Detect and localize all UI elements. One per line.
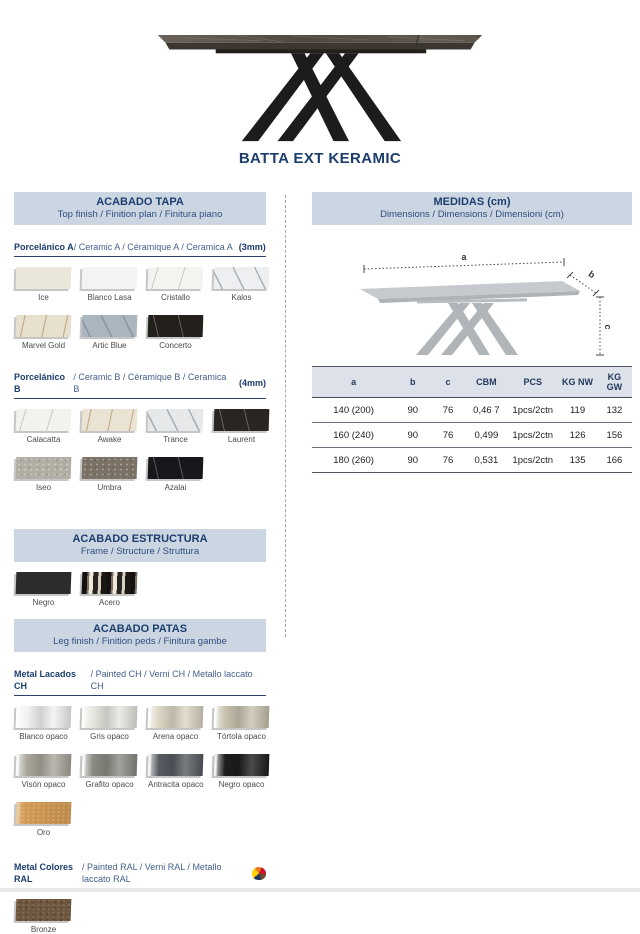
swatch-tile — [82, 572, 138, 594]
group-heading-metal-ch — [14, 668, 266, 696]
dimensions-column-header: KG GW — [606, 372, 623, 392]
dimension-cell: 0,499 — [474, 429, 499, 441]
swatch-calacatta — [16, 409, 71, 444]
section-subtitle: Top finish / Finition plan / Finitura piano — [57, 209, 223, 220]
dimension-cell: 135 — [569, 454, 586, 466]
group-heading-ceramic-a — [14, 241, 266, 257]
group-heading-ceramic-b — [14, 371, 266, 399]
swatch-label: Azalai — [164, 483, 187, 492]
swatch-tile — [148, 457, 204, 479]
swatch-tile — [16, 457, 72, 479]
swatch-label: Acero — [99, 598, 120, 607]
group-name-translations: / Painted CH / Verni CH / Metallo laccato CH — [90, 669, 253, 691]
swatch-tortola-opaco — [214, 706, 269, 741]
page-title: BATTA EXT KERAMIC — [238, 150, 402, 167]
swatch-trance — [148, 409, 203, 444]
swatch-label: Artic Blue — [92, 341, 127, 350]
dimension-cell: 0,46 7 — [473, 404, 500, 416]
swatch-tile — [148, 706, 204, 728]
dimension-cell: 119 — [569, 404, 586, 416]
swatch-tile — [214, 267, 270, 289]
swatch-blanco-lasa — [82, 267, 137, 302]
swatch-blanco-opaco — [16, 706, 71, 741]
dimension-cell: 156 — [606, 429, 623, 441]
dim-label-a: a — [461, 252, 467, 262]
dimension-cell: 90 — [407, 454, 419, 466]
swatch-antracita-opaco — [148, 754, 203, 789]
group-name: Porcelánico B — [14, 372, 66, 394]
swatch-tile — [82, 457, 138, 479]
swatch-ice — [16, 267, 71, 302]
dimension-cell: 166 — [606, 454, 623, 466]
swatch-tile — [16, 899, 72, 921]
dim-label-c: c — [603, 324, 613, 330]
swatch-label: Awake — [97, 435, 122, 444]
group-name-translations: / Painted RAL / Verni RAL / Metallo laccato RAL — [82, 862, 222, 884]
dimensions-column-header: CBM — [476, 377, 497, 387]
swatch-grid-metal-ch — [16, 706, 266, 837]
dimensions-column-header: KG NW — [562, 377, 594, 387]
swatch-grafito-opaco — [82, 754, 137, 789]
dimension-cell: 126 — [569, 429, 586, 441]
swatch-label: Blanco Lasa — [87, 293, 132, 302]
swatch-label: Ice — [38, 293, 49, 302]
dimensions-table — [312, 366, 632, 473]
section-header-dimensions — [312, 192, 632, 225]
page-bottom-edge — [0, 888, 640, 892]
product-photo — [143, 6, 497, 146]
swatch-bronze — [16, 899, 71, 934]
dimension-cell: 180 (260) — [333, 454, 374, 466]
group-name-translations: / Ceramic B / Céramique B / Ceramica B — [73, 372, 227, 394]
dimension-cell: 76 — [442, 454, 454, 466]
swatch-tile — [16, 409, 72, 431]
swatch-label: Tórtola opaco — [217, 732, 266, 741]
swatch-label: Concerto — [159, 341, 192, 350]
swatch-label: Umbra — [97, 483, 122, 492]
group-name: Porcelánico A — [14, 242, 74, 252]
swatch-grid-frame — [16, 572, 266, 607]
swatch-label: Kalos — [231, 293, 252, 302]
swatch-concerto — [148, 315, 203, 350]
swatch-azalai — [148, 457, 203, 492]
swatch-tile — [82, 706, 138, 728]
group-name-translations: / Ceramic A / Céramique A / Ceramica A — [73, 242, 233, 252]
section-title: ACABADO ESTRUCTURA — [72, 533, 208, 545]
swatch-label: Negro opaco — [218, 780, 265, 789]
swatch-tile — [16, 754, 72, 776]
dimension-cell: 90 — [407, 404, 419, 416]
ral-color-fan-icon — [252, 867, 266, 880]
section-header-top-finish — [14, 192, 266, 225]
section-subtitle: Dimensions / Dimensions / Dimensioni (cm) — [380, 209, 564, 220]
dimension-cell: 1pcs/2ctn — [512, 404, 554, 416]
swatch-tile — [16, 315, 72, 337]
swatch-label: Negro — [32, 598, 55, 607]
section-title: ACABADO PATAS — [92, 623, 188, 635]
swatch-grid-ceramic-a — [16, 267, 266, 350]
section-title: MEDIDAS (cm) — [433, 196, 511, 208]
swatch-label: Blanco opaco — [19, 732, 68, 741]
section-header-frame-finish — [14, 529, 266, 562]
dimension-row — [312, 398, 632, 423]
swatch-label: Gris opaco — [90, 732, 129, 741]
swatch-label: Cristallo — [161, 293, 190, 302]
dimensions-column-header: a — [351, 377, 357, 387]
swatch-label: Iseo — [35, 483, 52, 492]
swatch-iseo — [16, 457, 71, 492]
swatch-tile — [214, 706, 270, 728]
dimension-cell: 90 — [407, 429, 419, 441]
swatch-awake — [82, 409, 137, 444]
swatch-label: Grafito opaco — [85, 780, 134, 789]
left-column — [14, 192, 266, 934]
swatch-grid-metal-ral — [16, 899, 266, 934]
dimension-cell: 132 — [606, 404, 623, 416]
swatch-tile — [16, 572, 72, 594]
dimensions-column-header: PCS — [523, 377, 543, 387]
swatch-marvel-gold — [16, 315, 71, 350]
dimension-cell: 1pcs/2ctn — [512, 454, 554, 466]
group-thickness: (4mm) — [238, 378, 266, 388]
swatch-vison-opaco — [16, 754, 71, 789]
swatch-gris-opaco — [82, 706, 137, 741]
dimensions-column-header: c — [445, 377, 451, 387]
dimension-cell: 1pcs/2ctn — [512, 429, 554, 441]
swatch-label: Calacatta — [26, 435, 61, 444]
dimension-cell: 76 — [442, 429, 454, 441]
swatch-tile — [214, 409, 270, 431]
swatch-kalos — [214, 267, 269, 302]
swatch-acero — [82, 572, 137, 607]
swatch-cristallo — [148, 267, 203, 302]
dimensions-column-header: b — [410, 377, 416, 387]
group-heading-metal-ral — [14, 861, 266, 889]
swatch-tile — [16, 802, 72, 824]
swatch-oro — [16, 802, 71, 837]
swatch-label: Bronze — [30, 925, 57, 934]
swatch-laurent — [214, 409, 269, 444]
group-name: Metal Colores RAL — [14, 862, 74, 884]
swatch-tile — [148, 315, 204, 337]
dimension-row — [312, 448, 632, 473]
swatch-artic-blue — [82, 315, 137, 350]
swatch-tile — [148, 267, 204, 289]
swatch-tile — [16, 706, 72, 728]
swatch-tile — [82, 315, 138, 337]
swatch-tile — [82, 754, 138, 776]
swatch-arena-opaco — [148, 706, 203, 741]
dimension-cell: 140 (200) — [333, 404, 374, 416]
swatch-label: Oro — [36, 828, 51, 837]
swatch-label: Trance — [163, 435, 188, 444]
section-header-leg-finish — [14, 619, 266, 652]
swatch-tile — [82, 267, 138, 289]
dimensions-table-header-row — [312, 367, 632, 398]
section-subtitle: Leg finish / Finition peds / Finitura gambe — [53, 636, 227, 647]
swatch-grid-ceramic-b — [16, 409, 266, 492]
swatch-tile — [214, 754, 270, 776]
swatch-tile — [148, 409, 204, 431]
section-title: ACABADO TAPA — [96, 196, 184, 208]
section-subtitle: Frame / Structure / Struttura — [80, 546, 200, 557]
dimensions-table-body — [312, 398, 632, 473]
swatch-label: Arena opaco — [152, 732, 199, 741]
swatch-umbra — [82, 457, 137, 492]
dimension-cell: 76 — [442, 404, 454, 416]
swatch-negro — [16, 572, 71, 607]
right-column — [312, 192, 632, 473]
swatch-tile — [148, 754, 204, 776]
swatch-tile — [82, 409, 138, 431]
swatch-tile — [16, 267, 72, 289]
group-name: Metal Lacados CH — [14, 669, 77, 691]
swatch-label: Antracita opaco — [148, 780, 204, 789]
dim-label-b: b — [586, 268, 597, 281]
swatch-label: Marvel Gold — [21, 341, 66, 350]
dimension-cell: 0,531 — [474, 454, 499, 466]
swatch-label: Laurent — [227, 435, 256, 444]
swatch-negro-opaco — [214, 754, 269, 789]
group-thickness: (3mm) — [238, 242, 266, 252]
dimension-diagram — [322, 247, 622, 359]
dimension-row — [312, 423, 632, 448]
swatch-label: Visón opaco — [21, 780, 66, 789]
column-divider — [285, 195, 286, 637]
dimension-cell: 160 (240) — [333, 429, 374, 441]
